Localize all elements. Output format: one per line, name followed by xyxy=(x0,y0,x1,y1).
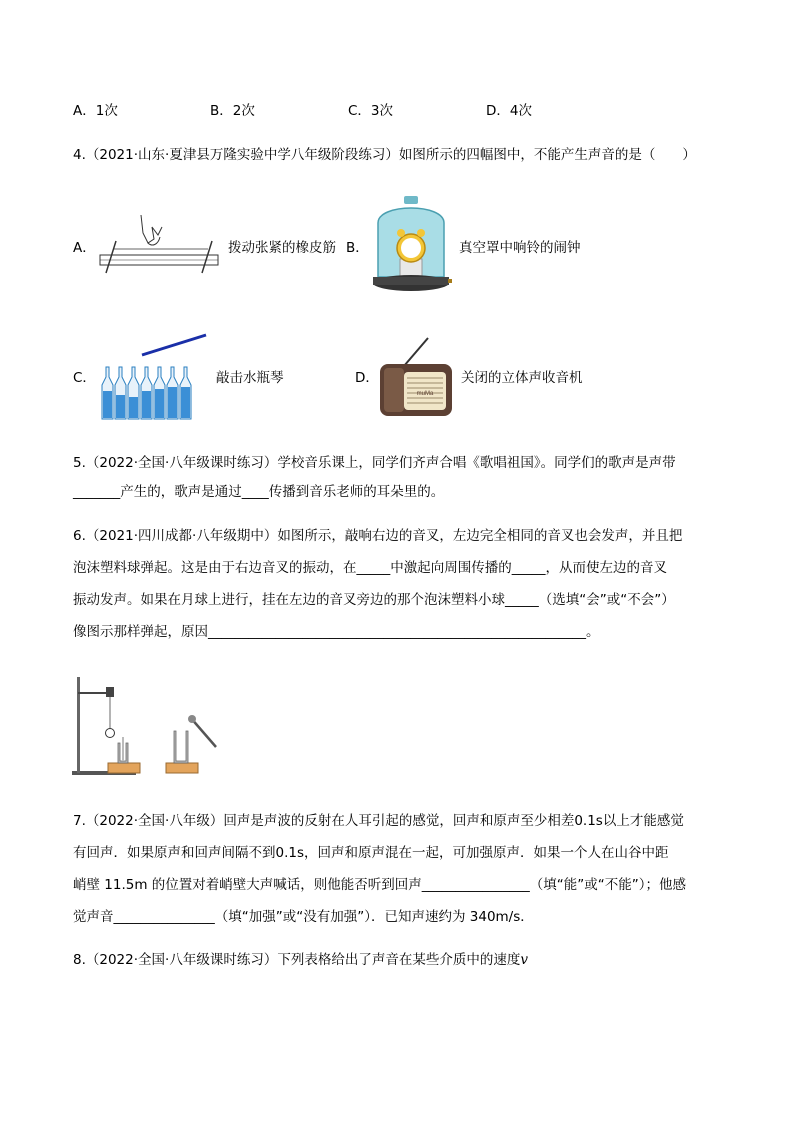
q5-line-1: 5.（2022·全国·八年级课时练习）学校音乐课上，同学们齐声合唱《歌唱祖国》。同学们的歌声是声带 xyxy=(73,455,676,471)
q7-line-2: 有回声．如果原声和回声间隔不到0.1s，回声和原声混在一起，可加强原声．如果一个人在山谷中距 xyxy=(73,845,669,861)
q4-stem: 4.（2021·山东·夏津县万隆实验中学八年级阶段练习）如图所示的四幅图中，不能产生声音的是（ ） xyxy=(73,147,696,163)
q3-option-b: B．2次 xyxy=(210,103,255,119)
q8-velocity-var: v xyxy=(520,952,528,968)
q4-option-d-text: 关闭的立体声收音机 xyxy=(461,370,583,386)
q7-line-1: 7.（2022·全国·八年级）回声是声波的反射在人耳引起的感觉，回声和原声至少相差0.1s以上才能感觉 xyxy=(73,813,684,829)
q7-line-4: 觉声音_______________（填“加强”或“没有加强”）．已知声速约为 340m/s． xyxy=(73,909,534,925)
rubber-band-figure xyxy=(96,213,226,283)
radio-brand-logo: muMa xyxy=(416,391,434,397)
q7-line-3: 峭壁 11.5m 的位置对着峭壁大声喊话，则他能否听到回声________________（填“能”或“不能”）；他感 xyxy=(73,877,687,893)
q4-option-b-letter: B． xyxy=(346,240,369,256)
q4-option-b-text: 真空罩中响铃的闹钟 xyxy=(459,240,581,256)
radio-figure xyxy=(378,336,454,418)
q4-option-a-text: 拨动张紧的橡皮筋 xyxy=(228,240,336,256)
q8-line-1 xyxy=(73,950,528,970)
q4-option-c-letter: C． xyxy=(73,370,96,386)
q4-option-d-letter: D． xyxy=(355,370,379,386)
q4-option-c-text: 敲击水瓶琴 xyxy=(216,370,284,386)
q6-line-1: 6.（2021·四川成都·八年级期中）如图所示，敲响右边的音叉，左边完全相同的音叉也会发声，并且把 xyxy=(73,528,683,544)
q5-line-2: _______产生的，歌声是通过____传播到音乐老师的耳朵里的。 xyxy=(73,484,445,500)
q6-line-2: 泡沫塑料球弹起。这是由于右边音叉的振动，在_____中激起向周围传播的_____，从而使左边的音叉 xyxy=(73,560,667,576)
q3-option-d: D．4次 xyxy=(486,103,532,119)
water-bottles-figure xyxy=(98,333,210,421)
q4-option-a-letter: A． xyxy=(73,240,96,256)
tuning-forks-figure xyxy=(70,675,220,780)
q8-stem: 8.（2022·全国·八年级课时练习）下列表格给出了声音在某些介质中的速度 xyxy=(73,952,521,968)
q3-option-a: A．1次 xyxy=(73,103,118,119)
q6-line-3: 振动发声。如果在月球上进行，挂在左边的音叉旁边的那个泡沫塑料小球_____（选填“会”或“不会”） xyxy=(73,592,675,608)
bell-jar-figure xyxy=(370,193,452,298)
q3-option-c: C．3次 xyxy=(348,103,394,119)
q6-line-4: 像图示那样弹起，原因________________________________________________________。 xyxy=(73,624,600,640)
